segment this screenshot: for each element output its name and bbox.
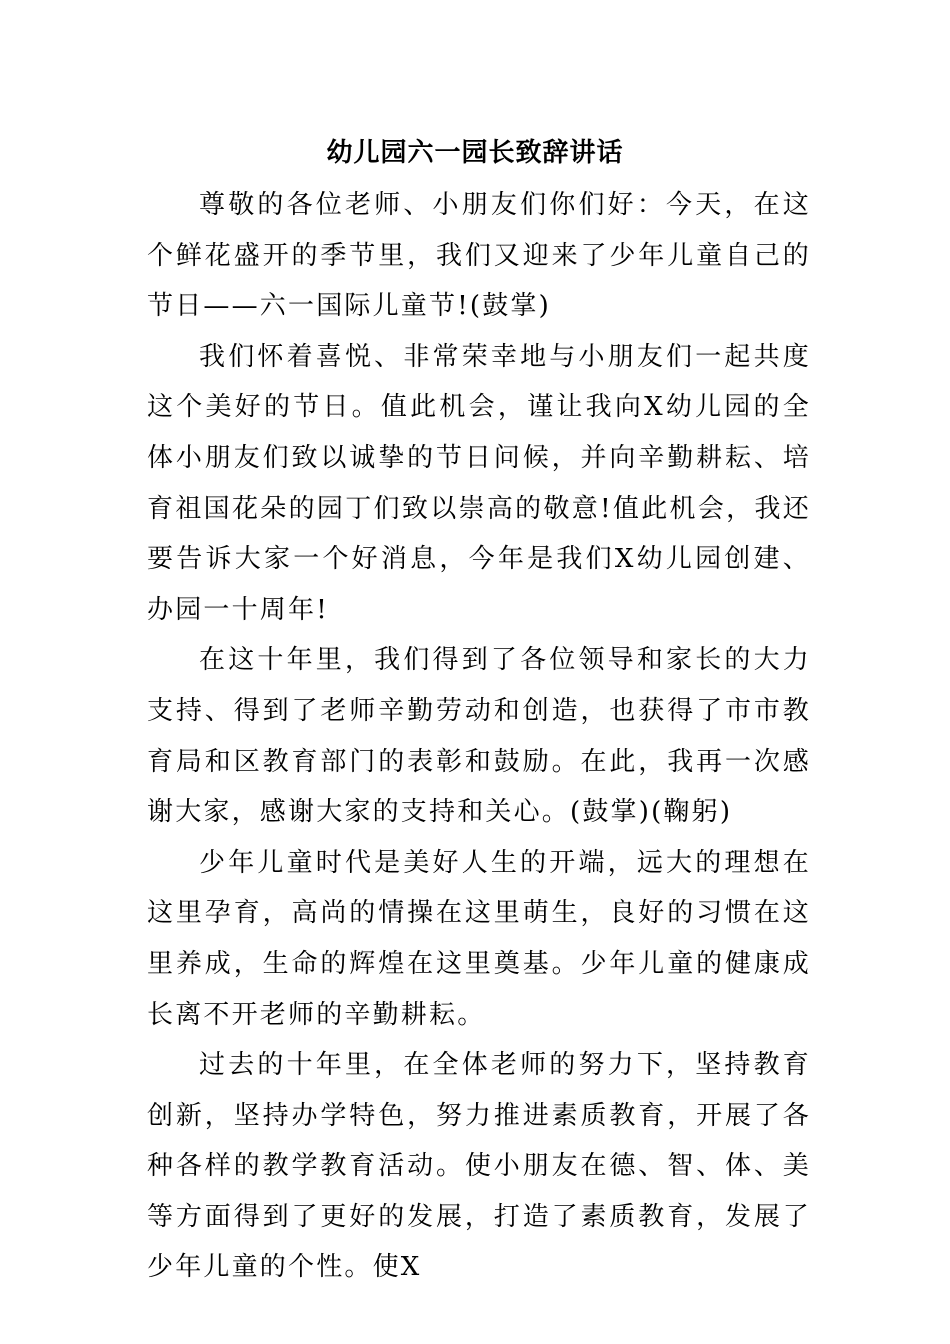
document-body [147, 180, 811, 1293]
document-title: 幼儿园六一园长致辞讲话 [326, 138, 624, 168]
paragraph-greetings-thanks: 我们怀着喜悦、非常荣幸地与小朋友们一起共度这个美好的节日。值此机会，谨让我向X幼儿园的全体小朋友们致以诚挚的节日问候，并向辛勤耕耘、培育祖国花朵的园丁们致以崇高的敬意!值此机会，我还要告诉大家一个好消息，今年是我们X幼儿园创建、办园一十周年! [147, 341, 811, 625]
paragraph-greeting: 尊敬的各位老师、小朋友们你们好：今天，在这个鲜花盛开的季节里，我们又迎来了少年儿童自己的节日——六一国际儿童节!(鼓掌) [147, 190, 811, 322]
paragraph-childhood: 少年儿童时代是美好人生的开端，远大的理想在这里孕育，高尚的情操在这里萌生，良好的习惯在这里养成，生命的辉煌在这里奠基。少年儿童的健康成长离不开老师的辛勤耕耘。 [147, 847, 811, 1030]
paragraph-past-decade: 过去的十年里，在全体老师的努力下，坚持教育创新，坚持办学特色，努力推进素质教育，开展了各种各样的教学教育活动。使小朋友在德、智、体、美等方面得到了更好的发展，打造了素质教育，发展了少年儿童的个性。使X [147, 1050, 811, 1283]
paragraph-ten-years: 在这十年里，我们得到了各位领导和家长的大力支持、得到了老师辛勤劳动和创造，也获得了市市教育局和区教育部门的表彰和鼓励。在此，我再一次感谢大家，感谢大家的支持和关心。(鼓掌)(鞠躬) [147, 645, 811, 828]
